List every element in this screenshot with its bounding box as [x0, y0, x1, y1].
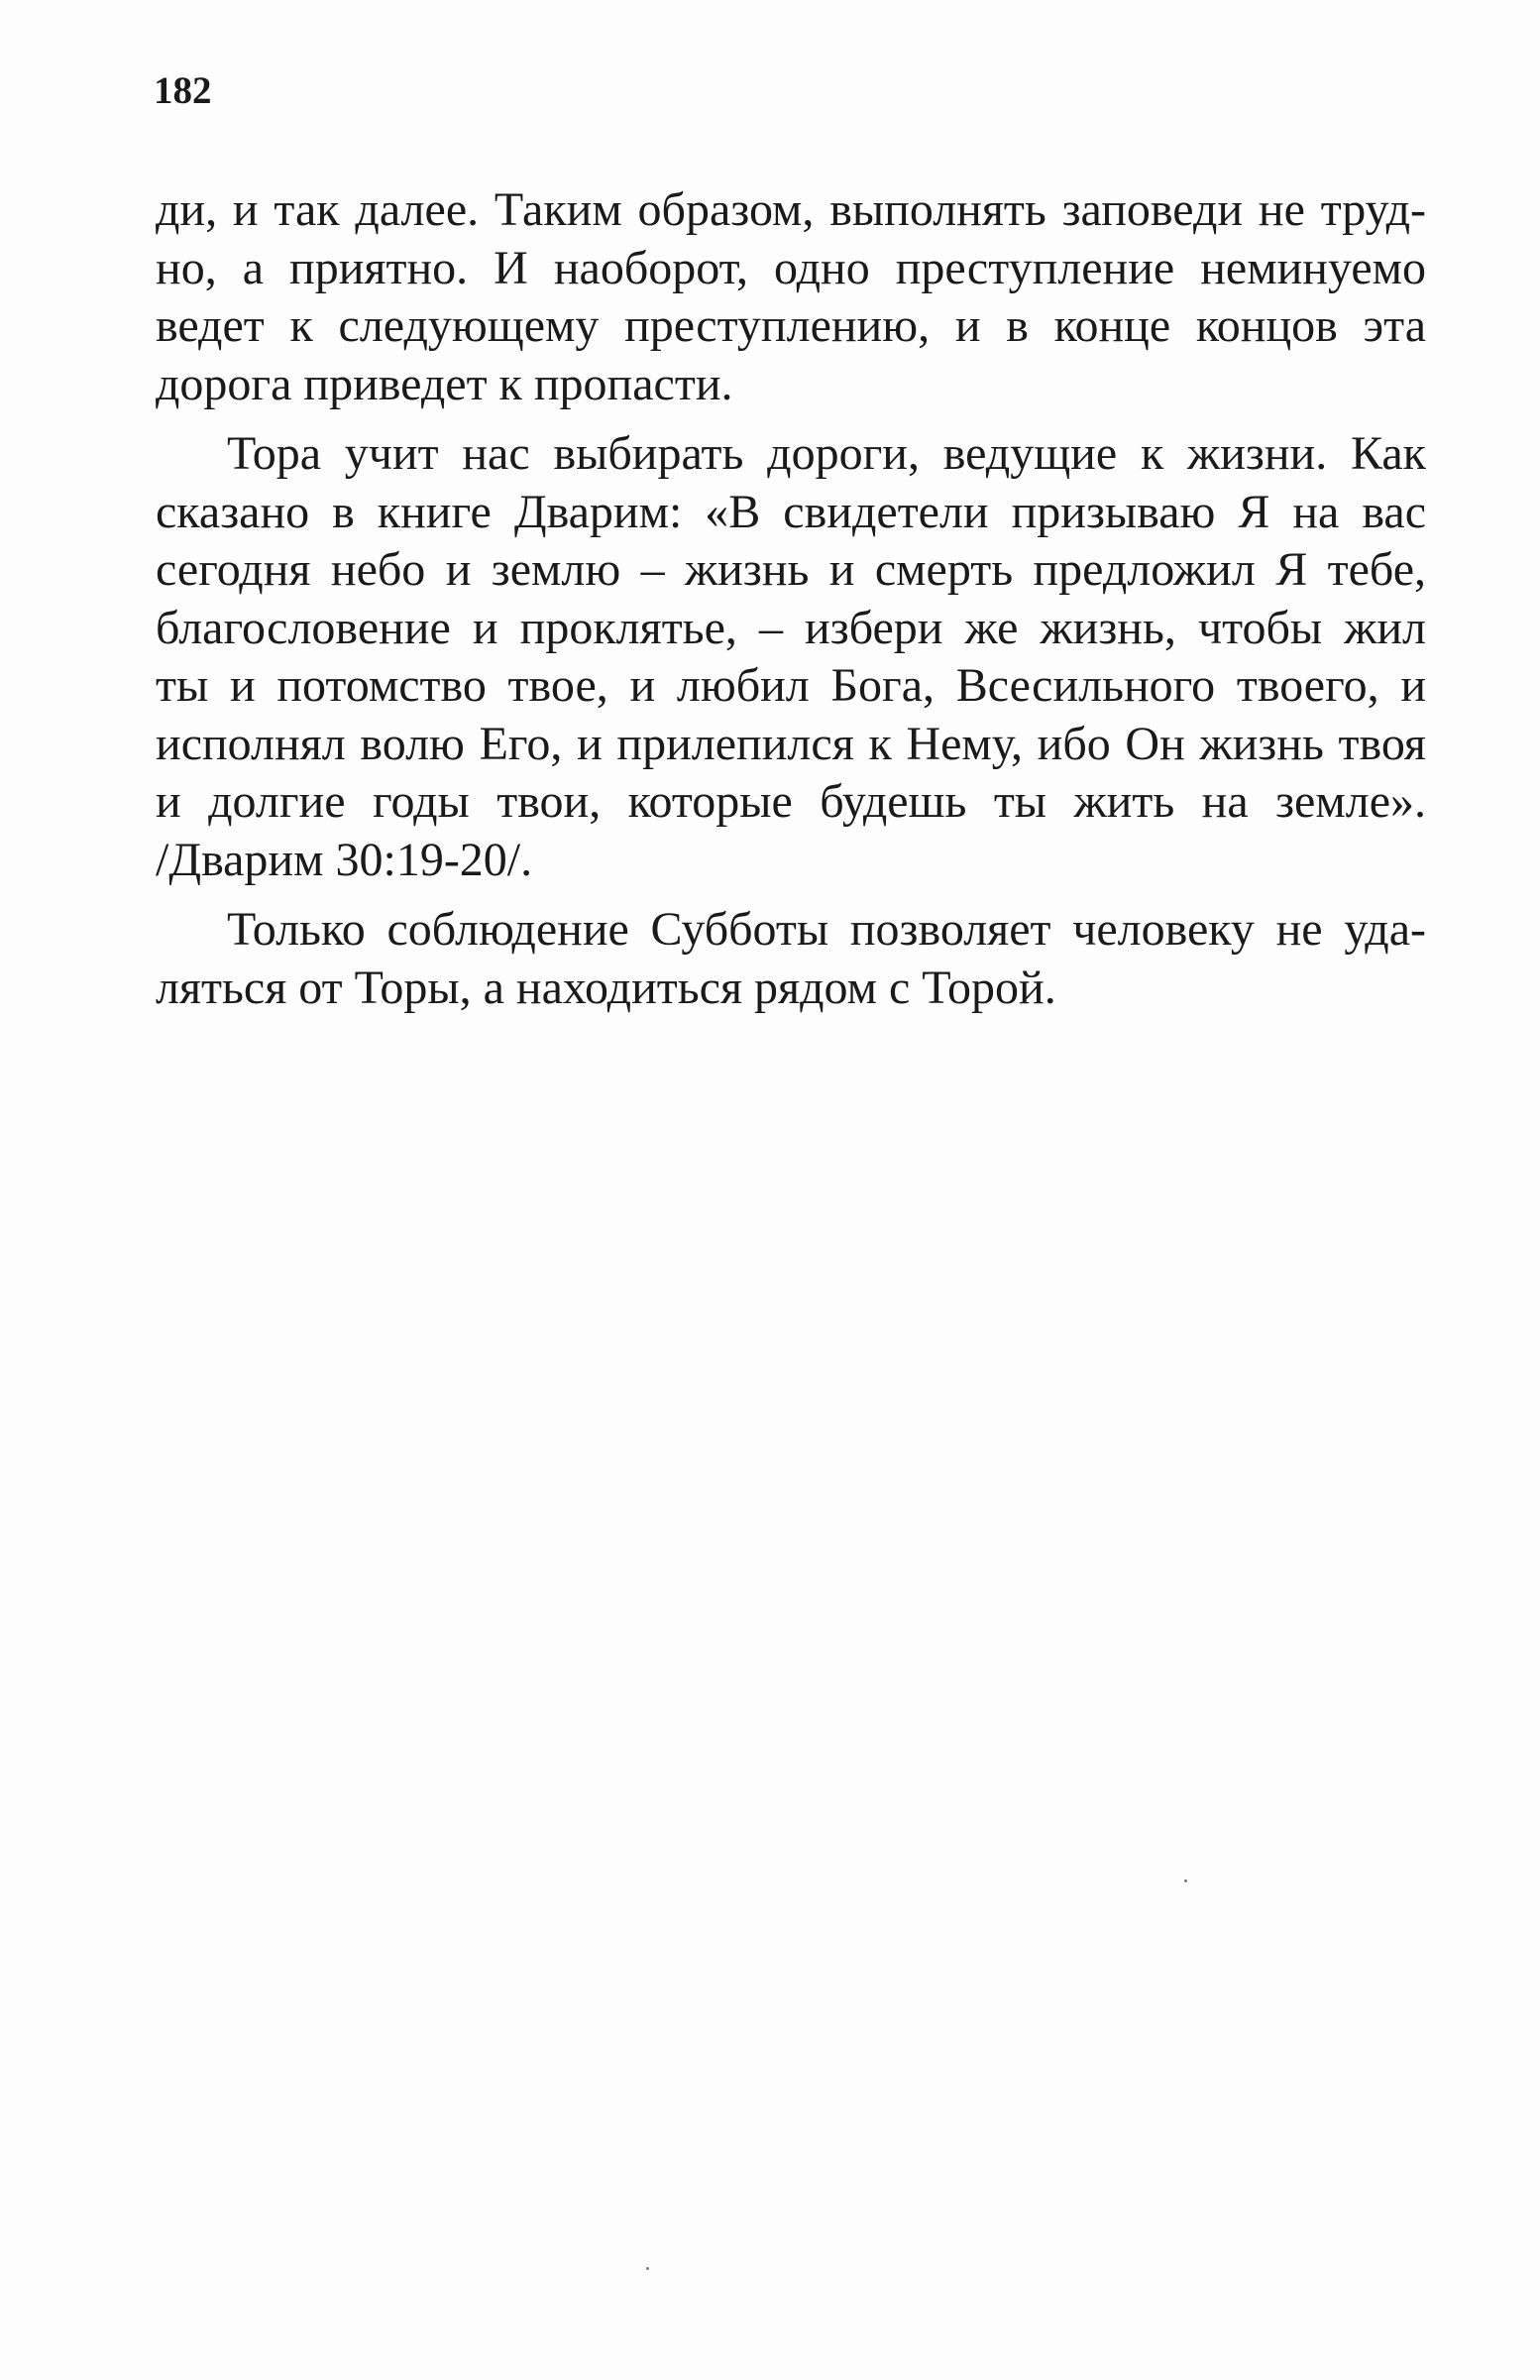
scan-speck	[1184, 1879, 1187, 1882]
body-text	[156, 181, 1426, 1017]
text-line: Только соблюдение Субботы позволяет человеку не уда-	[227, 903, 1426, 956]
paragraph-3	[156, 901, 1426, 1017]
text-line: но, а приятно. И наоборот, одно преступление неминуемо	[156, 241, 1426, 294]
paragraph-gap	[156, 889, 1426, 901]
text-line: ты и потомство твое, и любил Бога, Всесильного твоего, и	[156, 659, 1426, 712]
text-line: ведет к следующему преступлению, и в конце концов эта	[156, 299, 1426, 352]
paragraph-2	[156, 425, 1426, 889]
paragraph-gap	[156, 413, 1426, 425]
scan-speck	[646, 2267, 649, 2270]
text-line: исполнял волю Его, и прилепился к Нему, ибо Он жизнь твоя	[156, 717, 1426, 770]
text-line: и долгие годы твои, которые будешь ты жить на земле».	[156, 775, 1426, 828]
text-line: сегодня небо и землю – жизнь и смерть предложил Я тебе,	[156, 543, 1426, 596]
paragraph-1	[156, 181, 1426, 413]
text-line: благословение и проклятье, – избери же жизнь, чтобы жил	[156, 601, 1426, 654]
text-line: сказано в книге Дварим: «В свидетели призываю Я на вас	[156, 485, 1426, 538]
text-line: ди, и так далее. Таким образом, выполнять заповеди не труд-	[156, 183, 1426, 236]
page-number: 182	[154, 69, 212, 112]
text-line: ляться от Торы, а находиться рядом с Торой.	[156, 961, 1056, 1014]
text-line: дорога приведет к пропасти.	[156, 357, 733, 410]
text-line: /Дварим 30:19-20/.	[156, 833, 533, 886]
text-line: Тора учит нас выбирать дороги, ведущие к жизни. Как	[227, 427, 1426, 480]
